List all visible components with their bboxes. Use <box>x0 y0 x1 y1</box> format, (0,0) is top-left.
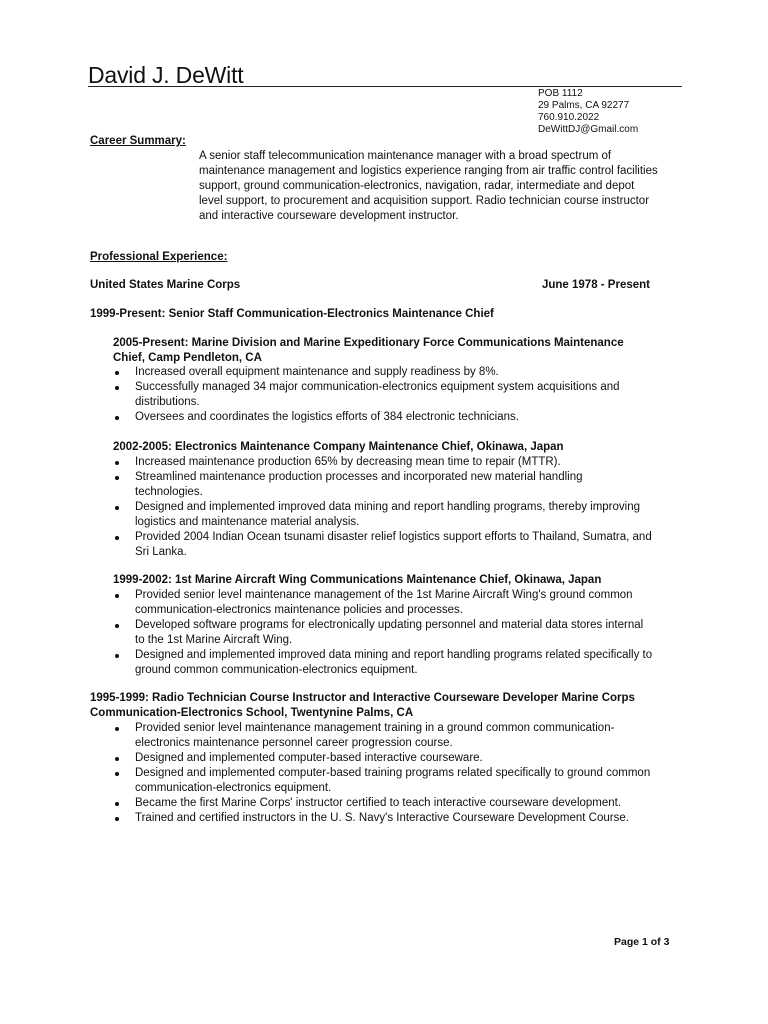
position-title: 2005-Present: Marine Division and Marine Expeditionary Force Communications Maintenance Chief, Camp Pendleton, CA <box>113 337 624 364</box>
employer-dates: June 1978 - Present <box>541 279 650 291</box>
professional-experience-heading: Professional Experience: <box>90 251 228 263</box>
role-title: 1999-Present: Senior Staff Communication-Electronics Maintenance Chief <box>90 308 494 320</box>
career-summary-text: A senior staff telecommunication maintenance manager with a broad spectrum of maintenance management and logistics experience ranging from air traffic control facilities support, ground communication-electronics, navigation, radar, intermediate and depot level support, to procurement and acquisition support. Radio technician course instructor and interactive courseware development instructor. <box>199 150 658 222</box>
position-title: 2002-2005: Electronics Maintenance Company Maintenance Chief, Okinawa, Japan <box>113 441 564 453</box>
list-item: Provided senior level maintenance management training in a ground common communication-electronics maintenance personnel career progression course. <box>113 721 653 751</box>
list-item: Oversees and coordinates the logistics efforts of 384 electronic technicians. <box>113 410 653 425</box>
list-item: Successfully managed 34 major communication-electronics equipment system acquisitions and distributions. <box>113 380 653 410</box>
resume-name: David J. DeWitt <box>88 62 244 88</box>
list-item: Designed and implemented computer-based interactive courseware. <box>113 751 653 766</box>
list-item: Developed software programs for electronically updating personnel and material data stores internal to the 1st Marine Aircraft Wing. <box>113 618 653 648</box>
contact-phone: 760.910.2022 <box>538 112 600 123</box>
position-title: 1999-2002: 1st Marine Aircraft Wing Communications Maintenance Chief, Okinawa, Japan <box>113 574 602 586</box>
position-bullets <box>113 588 653 678</box>
contact-block <box>538 88 638 136</box>
employer-row <box>90 278 650 293</box>
list-item: Designed and implemented computer-based training programs related specifically to ground common communication-electronics equipment. <box>113 766 653 796</box>
contact-address-line-2: 29 Palms, CA 92277 <box>538 100 630 111</box>
position-title: 1995-1999: Radio Technician Course Instructor and Interactive Courseware Developer Marine Corps Communication-Electronics School, Twentynine Palms, CA <box>90 692 635 719</box>
list-item: Increased maintenance production 65% by decreasing mean time to repair (MTTR). <box>113 455 653 470</box>
list-item: Trained and certified instructors in the U. S. Navy's Interactive Courseware Development Course. <box>113 811 653 826</box>
page-number: Page 1 of 3 <box>614 936 670 948</box>
contact-address-line-1: POB 1112 <box>538 88 583 99</box>
header-rule <box>88 86 682 87</box>
list-item: Designed and implemented improved data mining and report handling programs, thereby improving logistics and maintenance material analysis. <box>113 500 653 530</box>
employer-name: United States Marine Corps <box>90 279 241 291</box>
list-item: Designed and implemented improved data mining and report handling programs related specifically to ground common communication-electronics equipment. <box>113 648 653 678</box>
list-item: Provided senior level maintenance management of the 1st Marine Aircraft Wing's ground common communication-electronics maintenance policies and processes. <box>113 588 653 618</box>
position-bullets <box>113 365 653 425</box>
list-item: Increased overall equipment maintenance and supply readiness by 8%. <box>113 365 653 380</box>
list-item: Provided 2004 Indian Ocean tsunami disaster relief logistics support efforts to Thailand, Sumatra, and Sri Lanka. <box>113 530 653 560</box>
position-bullets <box>113 455 653 560</box>
position-bullets <box>113 721 653 826</box>
list-item: Became the first Marine Corps' instructor certified to teach interactive courseware development. <box>113 796 653 811</box>
contact-email: DeWittDJ@Gmail.com <box>538 124 639 135</box>
list-item: Streamlined maintenance production processes and incorporated new material handling technologies. <box>113 470 653 500</box>
career-summary-heading: Career Summary: <box>90 135 186 147</box>
